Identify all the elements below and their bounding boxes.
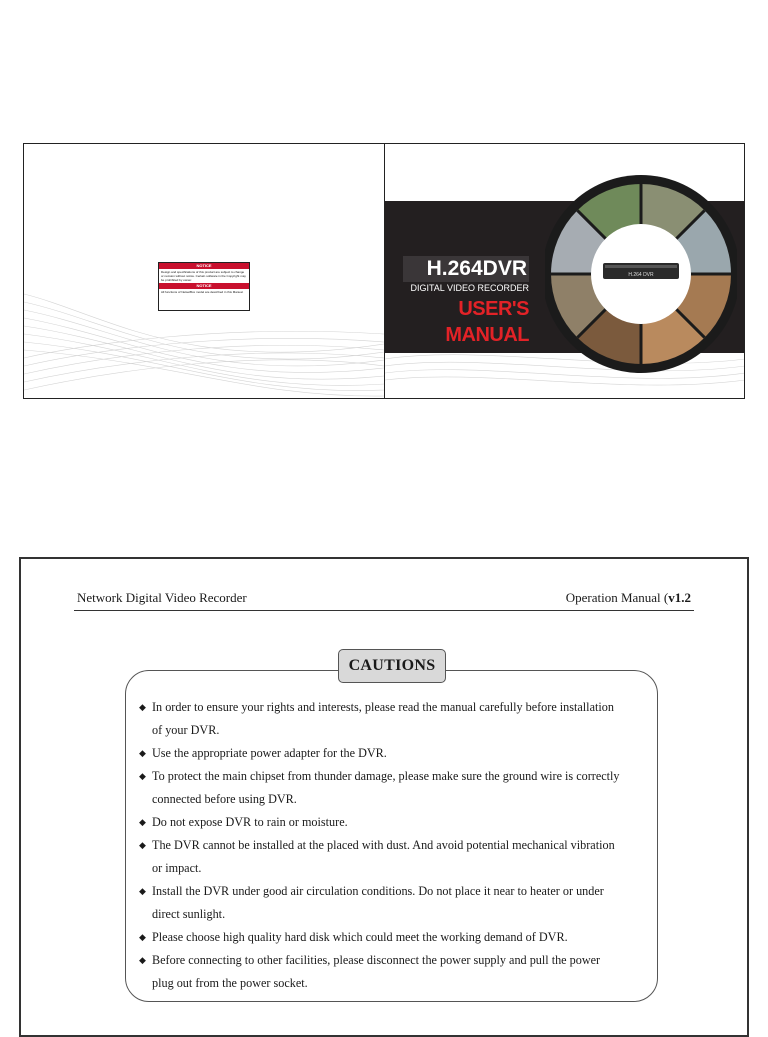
list-item: ◆ Install the DVR under good air circulation conditions. Do not place it near to heater or under direct sunlight. [139, 880, 649, 926]
header-rule [74, 610, 694, 611]
photo-wheel-graphic [545, 174, 737, 374]
page-header-manual [566, 590, 691, 606]
bullet-icon: ◆ [139, 817, 146, 827]
front-cover [384, 144, 745, 398]
list-item: ◆ Do not expose DVR to rain or moisture. [139, 811, 649, 834]
bullet-icon: ◆ [139, 840, 146, 850]
bullet-icon: ◆ [139, 748, 146, 758]
list-item: ◆ Before connecting to other facilities, please disconnect the power supply and pull the power plug out from the power socket. [139, 949, 649, 995]
cautions-title: CAUTIONS [338, 649, 446, 683]
cover-spread [23, 143, 745, 399]
list-item: ◆ The DVR cannot be installed at the placed with dust. And avoid potential mechanical vibration or impact. [139, 834, 649, 880]
bullet-icon: ◆ [139, 932, 146, 942]
bullet-icon: ◆ [139, 886, 146, 896]
notice-heading: NOTICE [159, 263, 249, 269]
cover-manual-title: USER'S MANUAL [445, 298, 529, 346]
device-label: H.264 DVR [628, 272, 654, 278]
bullet-icon: ◆ [139, 702, 146, 712]
cover-subtitle: DIGITAL VIDEO RECORDER [410, 283, 529, 293]
back-cover [24, 144, 384, 398]
notice-text-secondary: All functions of NetsetBox model are described in this Manual. [161, 290, 244, 294]
header-manual-label: Operation Manual ( [565, 590, 669, 605]
notice-text: Design and specifications of this product are subject to change or revision without notice. Certain software in the Copyright may be prohibited by owner. [161, 270, 246, 282]
bullet-icon: ◆ [139, 771, 146, 781]
list-item: ◆ To protect the main chipset from thunder damage, please make sure the ground wire is correctly connected before using DVR. [139, 765, 649, 811]
bullet-icon: ◆ [139, 955, 146, 965]
notice-heading-secondary: NOTICE [159, 283, 249, 289]
header-version: v1.2 [668, 590, 691, 605]
cautions-list [139, 696, 649, 995]
notice-box [158, 262, 250, 311]
list-item: ◆ Use the appropriate power adapter for the DVR. [139, 742, 649, 765]
page-header-title: Network Digital Video Recorder [77, 590, 247, 605]
list-item: ◆ In order to ensure your rights and interests, please read the manual carefully before installation of your DVR. [139, 696, 649, 742]
cautions-page [19, 557, 749, 1037]
list-item: ◆ Please choose high quality hard disk which could meet the working demand of DVR. [139, 926, 649, 949]
cover-title: H.264DVR [403, 256, 529, 282]
